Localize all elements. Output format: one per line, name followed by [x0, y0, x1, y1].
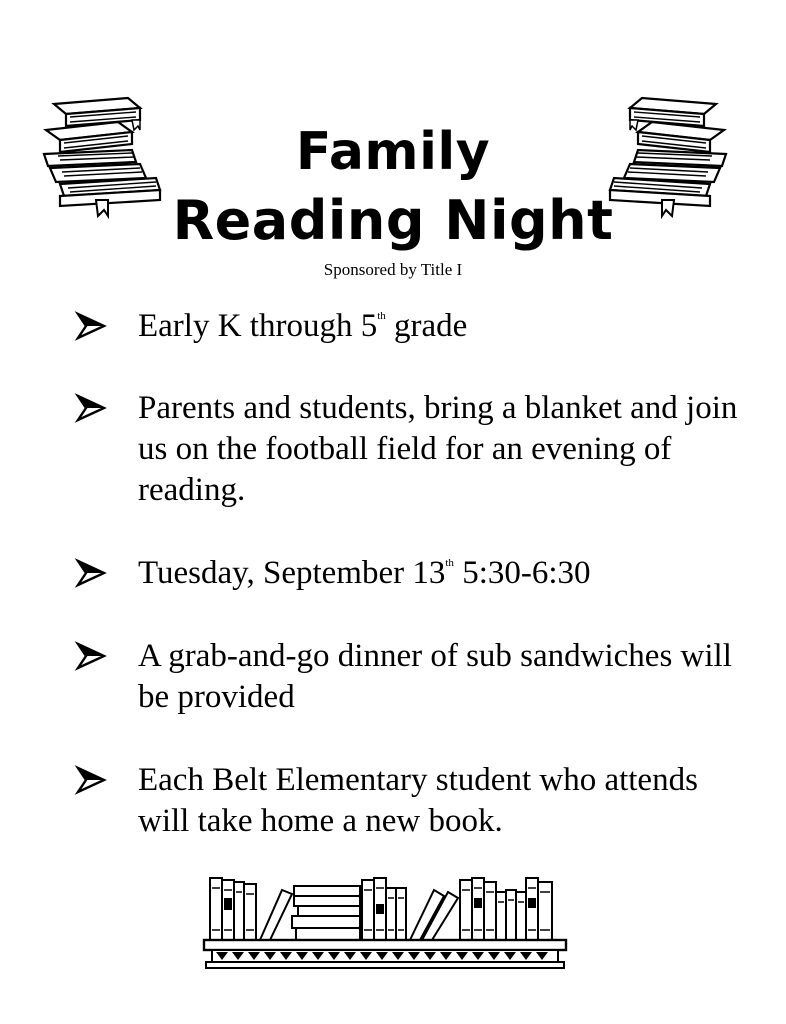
- bookshelf-icon: [202, 868, 568, 972]
- bullet-text: Early K through 5th grade: [138, 308, 468, 344]
- arrow-bullet-icon: [74, 308, 110, 344]
- title-line-1: Family: [295, 122, 491, 182]
- bullet-text: Parents and students, bring a blanket and join us on the football field for an evening of reading.: [138, 390, 738, 508]
- title-line-2: Reading Night: [172, 189, 614, 252]
- bullet-text: Tuesday, September 13th 5:30-6:30: [138, 555, 591, 591]
- subtitle: Sponsored by Title I: [323, 260, 463, 279]
- bullet-text: A grab-and-go dinner of sub sandwiches will be provided: [138, 638, 732, 715]
- arrow-bullet-icon: [74, 638, 110, 674]
- arrow-bullet-icon: [74, 555, 110, 591]
- bullet-text: Each Belt Elementary student who attends will take home a new book.: [138, 762, 698, 839]
- arrow-bullet-icon: [74, 762, 110, 798]
- arrow-bullet-icon: [74, 390, 110, 426]
